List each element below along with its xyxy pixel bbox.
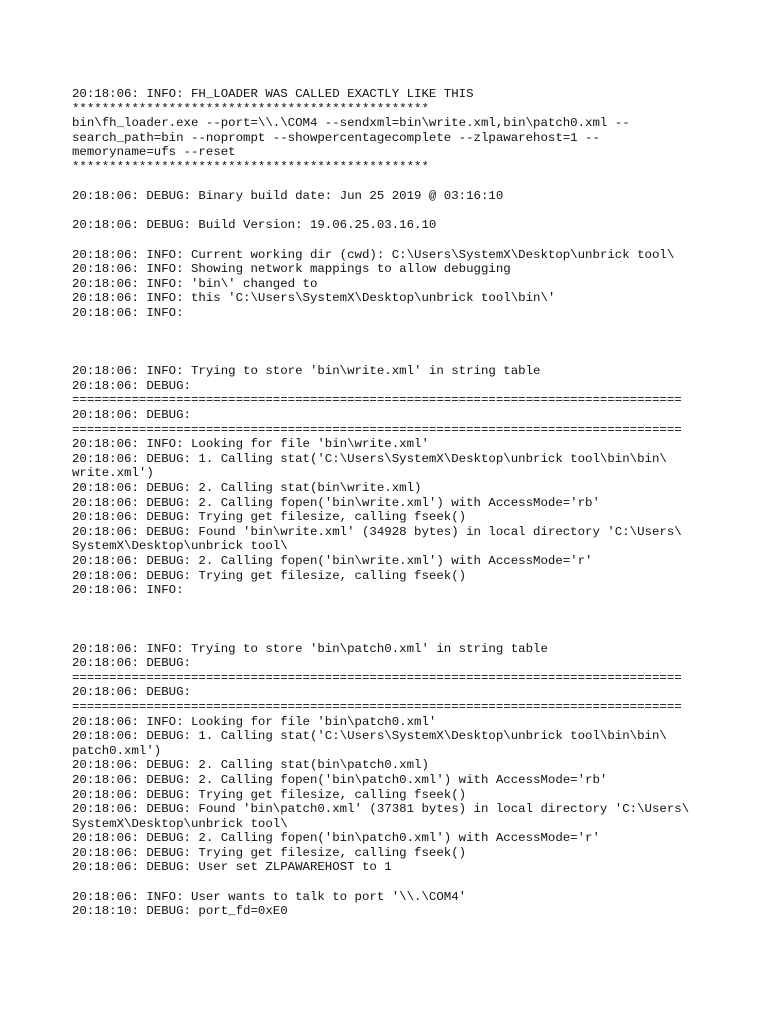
log-line: memoryname=ufs --reset <box>72 145 236 160</box>
log-line: write.xml') <box>72 466 154 481</box>
log-line <box>72 598 712 613</box>
log-line: 20:18:06: DEBUG: 1. Calling stat('C:\Users\SystemX\Desktop\unbrick tool\bin\bin\ <box>72 451 667 466</box>
log-line <box>72 175 712 190</box>
log-line: 20:18:06: INFO: Looking for file 'bin\write.xml' <box>72 437 429 452</box>
log-line: 20:18:06: INFO: <box>72 583 184 598</box>
log-line: 20:18:06: INFO: Trying to store 'bin\patch0.xml' in string table <box>72 641 548 656</box>
log-line: ================================================================================== <box>72 393 682 408</box>
log-line <box>72 875 712 890</box>
log-line: 20:18:10: DEBUG: port_fd=0xE0 <box>72 904 288 919</box>
log-line: 20:18:06: INFO: this 'C:\Users\SystemX\Desktop\unbrick tool\bin\' <box>72 291 556 306</box>
log-line: ================================================================================== <box>72 422 682 437</box>
log-line: 20:18:06: DEBUG: User set ZLPAWAREHOST to 1 <box>72 860 392 875</box>
log-line: 20:18:06: INFO: Looking for file 'bin\patch0.xml' <box>72 714 437 729</box>
log-line: 20:18:06: DEBUG: Binary build date: Jun 25 2019 @ 03:16:10 <box>72 189 504 204</box>
log-line: 20:18:06: DEBUG: 2. Calling fopen('bin\patch0.xml') with AccessMode='rb' <box>72 772 608 787</box>
log-line: ************************************************ <box>72 159 429 174</box>
log-line: 20:18:06: INFO: Showing network mappings to allow debugging <box>72 262 511 277</box>
log-line: bin\fh_loader.exe --port=\\.\COM4 --sendxml=bin\write.xml,bin\patch0.xml -- <box>72 116 630 131</box>
log-line: 20:18:06: DEBUG: Build Version: 19.06.25.03.16.10 <box>72 218 437 233</box>
log-line: 20:18:06: INFO: Trying to store 'bin\write.xml' in string table <box>72 364 541 379</box>
log-line: 20:18:06: DEBUG: 2. Calling fopen('bin\write.xml') with AccessMode='rb' <box>72 495 600 510</box>
log-line: 20:18:06: INFO: <box>72 305 184 320</box>
log-line: 20:18:06: DEBUG: Trying get filesize, calling fseek() <box>72 845 467 860</box>
log-line <box>72 233 712 248</box>
log-line: 20:18:06: DEBUG: 2. Calling fopen('bin\write.xml') with AccessMode='r' <box>72 554 593 568</box>
log-line <box>72 204 712 219</box>
log-line: ================================================================================== <box>72 699 682 714</box>
log-line <box>72 627 712 642</box>
log-line: 20:18:06: DEBUG: 2. Calling stat(bin\write.xml) <box>72 481 422 496</box>
log-line <box>72 321 712 336</box>
log-line: 20:18:06: DEBUG: 1. Calling stat('C:\Users\SystemX\Desktop\unbrick tool\bin\bin\ <box>72 729 667 744</box>
log-line: search_path=bin --noprompt --showpercentagecomplete --zlpawarehost=1 -- <box>72 130 600 145</box>
log-line: 20:18:06: DEBUG: Trying get filesize, calling fseek() <box>72 787 467 802</box>
log-line: 20:18:06: DEBUG: 2. Calling fopen('bin\patch0.xml') with AccessMode='r' <box>72 831 600 846</box>
log-line: 20:18:06: DEBUG: <box>72 685 191 700</box>
log-line: 20:18:06: DEBUG: Trying get filesize, calling fseek() <box>72 568 467 583</box>
log-line: 20:18:06: DEBUG: Trying get filesize, calling fseek() <box>72 510 467 525</box>
log-line: 20:18:06: INFO: 'bin\' changed to <box>72 276 318 291</box>
log-line: 20:18:06: INFO: Current working dir (cwd): C:\Users\SystemX\Desktop\unbrick tool\ <box>72 247 675 262</box>
log-text <box>72 87 712 919</box>
log-line: 20:18:06: DEBUG: <box>72 408 191 423</box>
log-line <box>72 350 712 365</box>
log-line: 20:18:06: DEBUG: Found 'bin\write.xml' (34928 bytes) in local directory 'C:\Users\ <box>72 524 682 539</box>
log-line: 20:18:06: DEBUG: <box>72 656 191 671</box>
log-line <box>72 335 712 350</box>
log-line: ************************************************ <box>72 101 429 116</box>
log-line: ================================================================================== <box>72 670 682 685</box>
log-line <box>72 612 712 627</box>
log-line: 20:18:06: DEBUG: 2. Calling stat(bin\patch0.xml) <box>72 758 429 773</box>
log-line: SystemX\Desktop\unbrick tool\ <box>72 816 288 831</box>
log-line: 20:18:06: DEBUG: <box>72 378 191 393</box>
log-line: patch0.xml') <box>72 743 162 758</box>
log-line: 20:18:06: DEBUG: Found 'bin\patch0.xml' (37381 bytes) in local directory 'C:\Users\ <box>72 802 690 817</box>
log-line: SystemX\Desktop\unbrick tool\ <box>72 539 288 554</box>
log-line: 20:18:06: INFO: User wants to talk to port '\\.\COM4' <box>72 889 467 904</box>
log-line: 20:18:06: INFO: FH_LOADER WAS CALLED EXACTLY LIKE THIS <box>72 87 474 101</box>
